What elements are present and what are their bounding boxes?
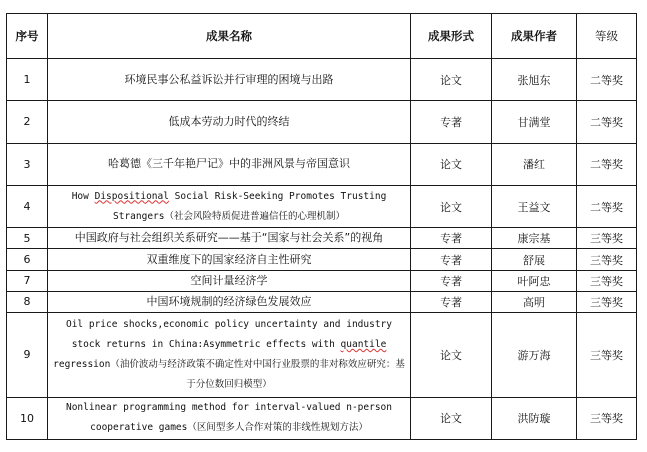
cell-author: 高明 (492, 291, 577, 312)
awards-table (6, 13, 637, 440)
cell-index: 1 (7, 59, 48, 101)
cell-index: 5 (7, 228, 48, 249)
header-form: 成果形式 (411, 14, 492, 59)
cell-title: 哈葛德《三千年艳尸记》中的非洲风景与帝国意识 (48, 143, 411, 185)
cell-author: 康宗基 (492, 228, 577, 249)
cell-form: 论文 (411, 59, 492, 101)
table-row (7, 185, 637, 227)
header-grade: 等级 (577, 14, 637, 59)
cell-author: 舒展 (492, 249, 577, 270)
cell-form: 论文 (411, 312, 492, 397)
cell-index: 3 (7, 143, 48, 185)
spellcheck-underline: quantile (340, 338, 387, 350)
cell-title: Nonlinear programming method for interval-valued n-person cooperative games（区间型多人合作对策的非线性规划方法） (48, 397, 411, 439)
cell-index: 9 (7, 312, 48, 397)
header-title: 成果名称 (48, 14, 411, 59)
cell-title: 中国环境规制的经济绿色发展效应 (48, 291, 411, 312)
table-row (7, 397, 637, 439)
cell-form: 专著 (411, 249, 492, 270)
cell-author: 游万海 (492, 312, 577, 397)
cell-title: 低成本劳动力时代的终结 (48, 101, 411, 143)
cell-form: 论文 (411, 185, 492, 227)
cell-index: 4 (7, 185, 48, 227)
title-text: Social Risk-Seeking Promotes Trusting Strangers（社会风险特质促进普遍信任的心理机制） (113, 190, 387, 222)
table-row (7, 101, 637, 143)
table-row (7, 143, 637, 185)
cell-grade: 二等奖 (577, 185, 637, 227)
cell-index: 8 (7, 291, 48, 312)
table-row (7, 59, 637, 101)
table-row (7, 228, 637, 249)
cell-grade: 二等奖 (577, 143, 637, 185)
cell-form: 专著 (411, 270, 492, 291)
cell-grade: 三等奖 (577, 397, 637, 439)
cell-grade: 三等奖 (577, 249, 637, 270)
cell-index: 6 (7, 249, 48, 270)
cell-author: 叶阿忠 (492, 270, 577, 291)
cell-author: 甘满堂 (492, 101, 577, 143)
cell-index: 10 (7, 397, 48, 439)
table-row (7, 291, 637, 312)
cell-title (48, 185, 411, 227)
title-text: How (71, 190, 95, 202)
table-row (7, 270, 637, 291)
cell-index: 7 (7, 270, 48, 291)
cell-title (48, 312, 411, 397)
cell-grade: 三等奖 (577, 270, 637, 291)
cell-grade: 三等奖 (577, 291, 637, 312)
cell-form: 论文 (411, 397, 492, 439)
table-row (7, 249, 637, 270)
header-author: 成果作者 (492, 14, 577, 59)
cell-author: 潘红 (492, 143, 577, 185)
spellcheck-underline: Dispositional (94, 190, 169, 202)
cell-form: 论文 (411, 143, 492, 185)
cell-form: 专著 (411, 228, 492, 249)
cell-grade: 三等奖 (577, 228, 637, 249)
cell-title: 环境民事公私益诉讼并行审理的困境与出路 (48, 59, 411, 101)
cell-form: 专著 (411, 291, 492, 312)
cell-form: 专著 (411, 101, 492, 143)
cell-grade: 二等奖 (577, 101, 637, 143)
cell-author: 张旭东 (492, 59, 577, 101)
title-text: Oil price shocks,economic policy uncertainty and industry stock returns in China:Asymmetric effects with (65, 318, 392, 350)
header-index: 序号 (7, 14, 48, 59)
cell-author: 王益文 (492, 185, 577, 227)
cell-title: 双重维度下的国家经济自主性研究 (48, 249, 411, 270)
title-text: regression（油价波动与经济政策不确定性对中国行业股票的非对称效应研究：基于分位数回归模型） (53, 358, 405, 390)
cell-title: 中国政府与社会组织关系研究——基于“国家与社会关系”的视角 (48, 228, 411, 249)
cell-author: 洪防璇 (492, 397, 577, 439)
cell-grade: 二等奖 (577, 59, 637, 101)
header-row (7, 14, 637, 59)
cell-index: 2 (7, 101, 48, 143)
cell-title: 空间计量经济学 (48, 270, 411, 291)
cell-grade: 三等奖 (577, 312, 637, 397)
table-row (7, 312, 637, 397)
